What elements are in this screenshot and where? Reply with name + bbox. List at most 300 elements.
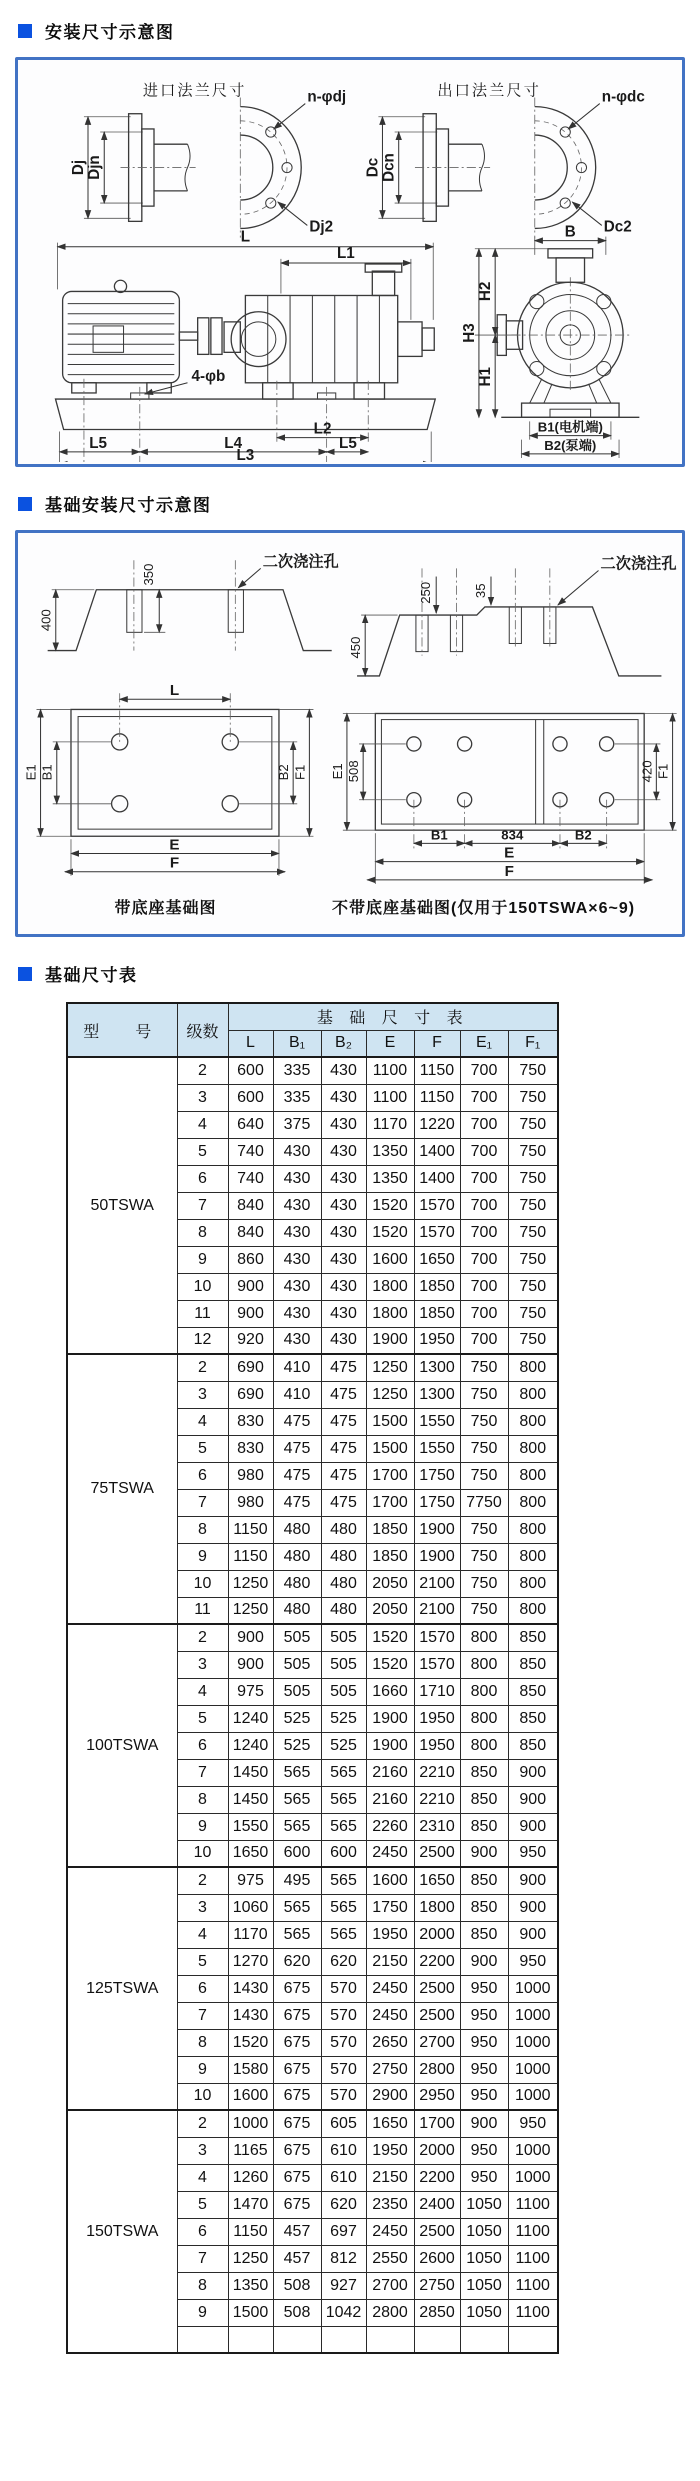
dim-cell: 475 [273,1489,321,1516]
stages-cell: 10 [177,1840,228,1867]
dim-cell: 1700 [414,2110,460,2137]
dim-cell: 1710 [414,1678,460,1705]
dim-cell: 430 [321,1138,366,1165]
outlet-flange-drawing [364,82,645,237]
section-header-table [18,961,700,986]
dim-cell: 1700 [366,1489,414,1516]
dim-cell: 700 [460,1219,508,1246]
dim-cell: 1042 [321,2299,366,2326]
dim-cell: 860 [228,1246,273,1273]
dim-label-35: 35 [472,583,488,599]
dim-cell: 900 [508,1813,558,1840]
dim-cell: 1170 [228,1921,273,1948]
stages-cell: 6 [177,1165,228,1192]
dim-cell: 1570 [414,1651,460,1678]
dim-cell: 800 [460,1705,508,1732]
dim-cell: 1800 [366,1300,414,1327]
stages-cell: 8 [177,1219,228,1246]
dim-cell: 2000 [414,2137,460,2164]
dim-cell: 850 [508,1678,558,1705]
dim-cell: 1570 [414,1624,460,1651]
dim-label-L5-left: L5 [89,434,108,452]
model-cell: 50TSWA [67,1057,177,1354]
dim-cell [366,2326,414,2353]
header-group: 基 础 尺 寸 表 [228,1003,558,1030]
dim-cell: 2150 [366,2164,414,2191]
dim-cell: 1100 [366,1084,414,1111]
dim-cell: 1150 [228,2218,273,2245]
dim-cell: 430 [273,1192,321,1219]
dim-cell: 525 [321,1705,366,1732]
dim-cell: 640 [228,1111,273,1138]
dim-cell: 1500 [366,1435,414,1462]
dim-cell: 850 [508,1732,558,1759]
stages-cell: 7 [177,2245,228,2272]
dim-cell: 475 [273,1435,321,1462]
dim-cell [508,2326,558,2353]
dim-cell: 1100 [508,2218,558,2245]
dim-cell: 900 [508,1894,558,1921]
dim-cell: 1300 [414,1381,460,1408]
dim-cell: 1500 [366,1408,414,1435]
dim-cell: 750 [460,1354,508,1381]
dim-cell: 800 [508,1570,558,1597]
dim-cell: 2450 [366,1975,414,2002]
dim-label-dc: Dc [364,157,382,178]
stages-cell: 5 [177,1948,228,1975]
dim-cell: 475 [321,1408,366,1435]
dim-cell: 750 [508,1300,558,1327]
dim-cell: 675 [273,2110,321,2137]
dim-cell: 1950 [414,1705,460,1732]
stages-cell: 11 [177,1300,228,1327]
model-cell: 150TSWA [67,2110,177,2353]
inlet-flange-drawing [70,82,346,237]
dim-label-4-phi-b: 4-φb [191,367,226,385]
header-col-F1: F₁ [508,1030,558,1057]
dim-cell: 1430 [228,1975,273,2002]
dim-cell: 600 [228,1084,273,1111]
dim-cell: 1850 [414,1273,460,1300]
dim-label-rplan-E: E [504,844,515,862]
model-cell: 125TSWA [67,1867,177,2110]
pour-hole-label-right: 二次浇注孔 [600,555,677,573]
stages-cell: 6 [177,1462,228,1489]
dim-cell: 900 [228,1300,273,1327]
dim-cell: 750 [508,1057,558,1084]
dim-cell: 1170 [366,1111,414,1138]
stages-cell: 8 [177,1786,228,1813]
foundation-right-plan [330,713,677,883]
dim-cell: 850 [508,1705,558,1732]
dim-cell: 950 [460,2164,508,2191]
dim-cell: 750 [508,1192,558,1219]
dim-cell: 1650 [228,1840,273,1867]
dim-cell: 375 [273,1111,321,1138]
dim-cell: 1900 [366,1327,414,1354]
dim-cell: 480 [273,1570,321,1597]
dim-cell: 2000 [414,1921,460,1948]
header-col-B2: B₂ [321,1030,366,1057]
dim-cell: 850 [460,1759,508,1786]
dim-cell: 2100 [414,1570,460,1597]
dim-cell: 750 [508,1327,558,1354]
foundation-left-profile [39,552,339,650]
dim-cell: 1000 [508,1975,558,2002]
dim-cell: 430 [273,1327,321,1354]
dim-cell: 980 [228,1462,273,1489]
pour-hole-label-left: 二次浇注孔 [262,553,339,571]
dim-cell: 2160 [366,1759,414,1786]
dim-cell: 700 [460,1327,508,1354]
dim-cell: 525 [273,1705,321,1732]
dim-cell: 1100 [508,2191,558,2218]
dim-cell: 1100 [508,2272,558,2299]
stages-cell: 5 [177,1138,228,1165]
dim-cell: 1000 [508,2002,558,2029]
dim-cell: 690 [228,1354,273,1381]
dim-label-B: B [564,223,576,241]
dim-cell: 700 [460,1246,508,1273]
caption-without-base: 不带底座基础图(仅用于150TSWA×6~9) [332,900,636,917]
dim-cell: 1650 [366,2110,414,2137]
header-stages: 级数 [177,1003,228,1057]
dim-cell: 430 [321,1057,366,1084]
dim-label-L: L [240,228,251,246]
dim-cell: 480 [273,1516,321,1543]
dim-cell: 675 [273,2137,321,2164]
dim-cell: 1950 [366,1921,414,1948]
dim-cell: 2700 [414,2029,460,2056]
dim-cell: 1450 [228,1759,273,1786]
dim-cell: 1520 [366,1624,414,1651]
dim-cell: 750 [460,1570,508,1597]
dim-cell: 2050 [366,1570,414,1597]
blue-square-bullet-icon [18,24,32,38]
dim-cell: 800 [460,1732,508,1759]
dim-cell: 505 [321,1651,366,1678]
dim-label-400: 400 [38,609,54,632]
dim-cell: 1660 [366,1678,414,1705]
dim-cell: 750 [460,1543,508,1570]
foundation-diagram [22,539,682,889]
dim-cell: 700 [460,1300,508,1327]
dim-cell: 2450 [366,1840,414,1867]
dim-label-dcn: Dcn [380,153,398,182]
dim-cell: 1850 [414,1300,460,1327]
dim-cell [228,2326,273,2353]
dim-cell: 900 [228,1651,273,1678]
dim-cell: 570 [321,1975,366,2002]
dim-label-L3: L3 [236,446,255,462]
dim-cell: 850 [460,1894,508,1921]
dim-cell: 1000 [508,2056,558,2083]
dim-cell: 430 [321,1192,366,1219]
dim-cell: 480 [273,1597,321,1624]
dim-label-B2-pump: B2(泵端) [544,437,597,453]
dim-cell [273,2326,321,2353]
dim-cell: 2550 [366,2245,414,2272]
header-col-F: F [414,1030,460,1057]
stages-cell: 3 [177,1651,228,1678]
dim-cell: 2160 [366,1786,414,1813]
dim-cell: 830 [228,1408,273,1435]
dim-cell: 1750 [414,1489,460,1516]
stages-cell: 5 [177,2191,228,2218]
foundation-left-plan [23,682,313,876]
dim-cell: 570 [321,2002,366,2029]
dim-label-dj: Dj [69,159,87,176]
section-title-table: 基础尺寸表 [45,966,138,985]
dim-cell: 1250 [228,2245,273,2272]
dim-label-n-phi-dj: n-φdj [307,88,347,106]
dim-label-dj2: Dj2 [309,218,334,236]
dim-label-dc2: Dc2 [603,218,632,236]
dim-cell: 570 [321,2056,366,2083]
stages-cell: 6 [177,1732,228,1759]
dim-cell: 900 [508,1759,558,1786]
stages-cell: 2 [177,1057,228,1084]
header-col-E: E [366,1030,414,1057]
dim-cell: 675 [273,1975,321,2002]
stages-cell: 4 [177,1678,228,1705]
dim-cell: 565 [321,1786,366,1813]
dim-label-plan-B2: B2 [276,764,292,781]
dim-cell: 1350 [366,1165,414,1192]
dim-cell: 2950 [414,2083,460,2110]
foundation-diagram-box [15,530,685,937]
dim-cell [460,2326,508,2353]
stages-cell: 11 [177,1597,228,1624]
dim-cell: 750 [508,1219,558,1246]
dim-cell: 675 [273,2002,321,2029]
dim-cell: 700 [460,1111,508,1138]
stages-cell: 2 [177,1354,228,1381]
dim-cell: 740 [228,1165,273,1192]
dim-label-L5-right: L5 [339,434,357,452]
dim-cell: 850 [508,1624,558,1651]
dim-cell: 675 [273,2029,321,2056]
dim-cell: 1260 [228,2164,273,2191]
dim-cell: 475 [321,1381,366,1408]
dim-label-plan-L: L [169,682,180,700]
table-row [67,2110,558,2137]
dim-cell: 410 [273,1354,321,1381]
dim-cell: 750 [460,1516,508,1543]
dim-cell: 1100 [508,2299,558,2326]
table-body [67,1057,558,2353]
stages-cell: 7 [177,1759,228,1786]
dim-cell: 675 [273,2164,321,2191]
dim-label-L2: L2 [313,420,332,438]
dim-cell: 750 [508,1165,558,1192]
dim-cell: 505 [273,1651,321,1678]
dim-cell: 1600 [366,1867,414,1894]
dim-cell: 565 [273,1813,321,1840]
dim-cell: 610 [321,2137,366,2164]
stages-cell: 10 [177,1570,228,1597]
dim-cell: 335 [273,1057,321,1084]
dim-cell: 950 [508,2110,558,2137]
dim-cell: 475 [273,1408,321,1435]
dim-cell: 2750 [414,2272,460,2299]
dim-cell: 1900 [366,1732,414,1759]
dim-cell: 675 [273,2083,321,2110]
dim-label-rplan-E1: E1 [329,763,345,780]
dim-cell: 800 [508,1381,558,1408]
model-cell: 75TSWA [67,1354,177,1624]
dim-cell: 812 [321,2245,366,2272]
dim-label-H1: H1 [477,366,495,387]
dim-cell: 800 [508,1462,558,1489]
dim-cell: 600 [273,1840,321,1867]
foundation-right-profile [348,554,676,676]
dim-cell: 1150 [228,1516,273,1543]
dim-cell: 700 [460,1273,508,1300]
dim-label-plan-E: E [169,836,180,854]
dim-cell: 1520 [366,1219,414,1246]
dim-cell: 2100 [414,1597,460,1624]
dim-cell: 480 [321,1516,366,1543]
dim-cell: 850 [460,1867,508,1894]
dim-cell: 900 [228,1624,273,1651]
dim-cell: 850 [460,1786,508,1813]
dim-cell: 950 [460,2002,508,2029]
dim-cell: 565 [321,1759,366,1786]
dim-cell: 900 [460,1948,508,1975]
dim-cell: 927 [321,2272,366,2299]
dim-cell: 570 [321,2029,366,2056]
dim-cell: 2150 [366,1948,414,1975]
dim-cell: 800 [508,1354,558,1381]
dim-label-plan-F: F [169,854,180,872]
dim-cell: 2800 [414,2056,460,2083]
section-header-foundation [18,491,700,516]
dim-cell: 610 [321,2164,366,2191]
dim-cell: 457 [273,2218,321,2245]
dim-cell: 697 [321,2218,366,2245]
dim-cell: 1900 [366,1705,414,1732]
dim-cell: 1800 [366,1273,414,1300]
stages-cell: 8 [177,1516,228,1543]
dim-label-L1: L1 [337,244,355,262]
dim-cell: 2500 [414,2002,460,2029]
dim-label-rplan-F1: F1 [655,763,671,780]
dim-cell: 410 [273,1381,321,1408]
dim-cell: 508 [273,2299,321,2326]
dim-cell: 1570 [414,1219,460,1246]
dim-cell: 1550 [414,1408,460,1435]
dim-cell: 1240 [228,1732,273,1759]
dim-cell: 565 [321,1894,366,1921]
dim-cell: 2210 [414,1786,460,1813]
dim-cell: 508 [273,2272,321,2299]
dim-cell: 430 [321,1300,366,1327]
dim-cell: 2400 [414,2191,460,2218]
foundation-table [66,1002,559,2354]
stages-cell: 4 [177,1408,228,1435]
dim-cell: 1850 [366,1516,414,1543]
dim-cell: 7750 [460,1489,508,1516]
dim-cell: 1000 [508,2083,558,2110]
dim-cell: 1470 [228,2191,273,2218]
dim-cell: 1520 [366,1651,414,1678]
stages-cell: 4 [177,1111,228,1138]
dim-cell: 2750 [366,2056,414,2083]
stages-cell: 4 [177,2164,228,2191]
dim-cell: 1600 [228,2083,273,2110]
dim-cell: 2850 [414,2299,460,2326]
dim-cell: 495 [273,1867,321,1894]
dim-cell: 2700 [366,2272,414,2299]
dim-cell: 850 [508,1651,558,1678]
dim-cell: 475 [321,1435,366,1462]
dim-cell: 750 [460,1435,508,1462]
dim-cell: 565 [273,1894,321,1921]
dim-cell: 2200 [414,2164,460,2191]
dim-cell: 1430 [228,2002,273,2029]
table-header [67,1003,558,1057]
dim-cell: 690 [228,1381,273,1408]
dim-cell: 1050 [460,2299,508,2326]
header-model: 型 号 [67,1003,177,1057]
dim-cell: 920 [228,1327,273,1354]
dim-cell: 2310 [414,1813,460,1840]
dim-cell: 565 [321,1867,366,1894]
dim-cell: 475 [321,1489,366,1516]
dim-cell: 1250 [228,1597,273,1624]
dim-cell: 1600 [366,1246,414,1273]
stages-cell: 9 [177,2299,228,2326]
dim-cell: 2900 [366,2083,414,2110]
dim-cell: 750 [508,1246,558,1273]
dim-cell: 2500 [414,1975,460,2002]
dim-cell: 750 [508,1111,558,1138]
dim-cell: 480 [321,1570,366,1597]
dim-cell: 750 [460,1597,508,1624]
dim-cell: 800 [460,1624,508,1651]
dim-cell: 2500 [414,1840,460,1867]
dim-cell: 430 [321,1246,366,1273]
dim-cell: 620 [321,1948,366,1975]
dim-cell: 1000 [508,2029,558,2056]
header-col-B1: B₁ [273,1030,321,1057]
table-row [67,1354,558,1381]
dim-cell: 1000 [508,2137,558,2164]
dim-cell: 800 [508,1435,558,1462]
dim-cell: 1550 [414,1435,460,1462]
dim-cell: 800 [460,1651,508,1678]
dim-cell: 480 [321,1543,366,1570]
dim-cell: 2450 [366,2218,414,2245]
install-diagram-box [15,57,685,467]
dim-cell: 950 [508,1948,558,1975]
stages-cell: 7 [177,1489,228,1516]
dim-cell: 1850 [366,1543,414,1570]
dim-cell: 800 [508,1516,558,1543]
blue-square-bullet-icon [18,967,32,981]
dim-cell: 525 [321,1732,366,1759]
section-title-install: 安装尺寸示意图 [45,23,175,42]
dim-cell: 620 [321,2191,366,2218]
dim-cell: 475 [321,1462,366,1489]
stages-cell: 8 [177,2272,228,2299]
dim-cell: 1100 [366,1057,414,1084]
dim-cell: 1450 [228,1786,273,1813]
stages-cell: 5 [177,1435,228,1462]
dim-cell: 975 [228,1867,273,1894]
dim-cell: 505 [273,1678,321,1705]
